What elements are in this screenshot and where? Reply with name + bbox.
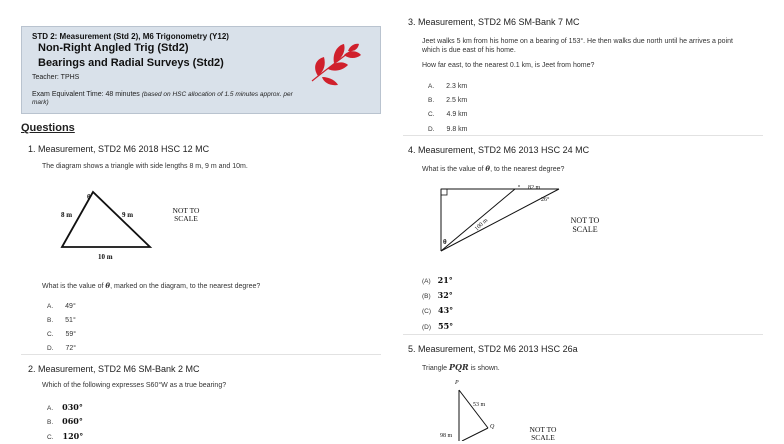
q3-option-d-value: 9.8 km [446, 126, 468, 133]
q5-nts-line2: SCALE [531, 433, 555, 442]
q4-option-c-value: 43° [438, 305, 454, 315]
q1-question-post: , marked on the diagram, to the nearest degree? [110, 283, 261, 290]
header-box [21, 26, 381, 114]
q3-text-line2: which is due east of his home. [422, 47, 516, 54]
q2-option-c-value: 120° [62, 431, 84, 441]
q4-hyp-line-2 [441, 189, 515, 251]
q1-triangle-figure [55, 188, 165, 260]
q4-question-symbol: θ [485, 164, 491, 173]
q1-triangle-shape [62, 192, 150, 247]
q1-nts-line2: SCALE [174, 214, 198, 223]
q2-option-a-value: 030° [62, 402, 83, 412]
q3-option-d[interactable] [428, 118, 468, 136]
q1-option-c-value: 59° [65, 331, 77, 338]
q4-nts-line1: NOT TO [570, 216, 600, 225]
teacher-label: Teacher: TPHS [32, 74, 80, 81]
q5-title: 5. Measurement, STD2 M6 2013 HSC 26a [408, 344, 578, 354]
q3-title: 3. Measurement, STD2 M6 SM-Bank 7 MC [408, 17, 580, 27]
exam-time [32, 91, 302, 107]
q1-option-a-value: 49° [65, 303, 76, 310]
q4-question-pre: What is the value of [422, 166, 486, 173]
exam-time-value: 48 minutes [103, 91, 142, 98]
q4-angle-label: θ [443, 238, 447, 246]
q4-question [422, 164, 564, 173]
q5-pr-label: 98 m [440, 433, 453, 439]
q4-hyp-label: 100 m [473, 217, 490, 233]
questions-heading: Questions [21, 122, 75, 134]
q1-left-label: 8 m [61, 211, 73, 219]
q4-nts-line2: SCALE [572, 225, 598, 234]
q1-option-d[interactable] [47, 337, 76, 355]
q2-option-b-letter: B. [47, 419, 54, 426]
q1-right-label: 9 m [122, 211, 134, 219]
q4-option-d[interactable] [422, 316, 453, 334]
q3-option-a-letter: A. [428, 83, 435, 90]
q1-title: 1. Measurement, STD2 M6 2018 HSC 12 MC [28, 144, 210, 154]
q3-text-line1: Jeet walks 5 km from his home on a bearing of 153°. He then walks due north until he arrives a point [422, 38, 733, 45]
course-title: STD 2: Measurement (Std 2), M6 Trigonometry (Y12) [32, 32, 229, 41]
q1-option-d-letter: D. [47, 345, 54, 352]
q1-option-d-value: 72° [65, 345, 77, 352]
q4-triangle-figure [435, 185, 570, 255]
q4-option-a-letter: (A) [422, 278, 431, 285]
q2-option-b-value: 060° [62, 416, 83, 426]
q3-option-c-letter: C. [428, 111, 435, 118]
q4-divider [403, 334, 763, 335]
q5-pq-line [459, 390, 488, 428]
q4-question-post: , to the nearest degree? [490, 166, 565, 173]
q1-option-c-letter: C. [47, 331, 54, 338]
q2-option-a-letter: A. [47, 405, 54, 412]
q3-divider [403, 135, 763, 136]
topic-title-1: Non-Right Angled Trig (Std2) [38, 42, 189, 54]
q3-option-d-letter: D. [428, 126, 435, 133]
q1-option-b-letter: B. [47, 317, 54, 324]
q5-p-label: P [455, 380, 459, 386]
q2-title: 2. Measurement, STD2 M6 SM-Bank 2 MC [28, 364, 200, 374]
q1-bottom-label: 10 m [98, 253, 113, 261]
exam-time-label: Exam Equivalent Time: [32, 91, 104, 98]
q5-qr-line [462, 428, 488, 441]
q1-not-to-scale [168, 207, 204, 223]
q3-question: How far east, to the nearest 0.1 km, is Jeet from home? [422, 62, 595, 69]
q4-top-label: 82 m [528, 185, 541, 191]
q5-not-to-scale [523, 426, 563, 442]
q1-nts-line1: NOT TO [172, 206, 200, 215]
q5-text-post: is shown. [468, 365, 500, 372]
q1-question [42, 281, 260, 290]
q5-q-label: Q [490, 424, 495, 430]
q5-text-pre: Triangle [422, 365, 449, 372]
q5-text-symbol: PQR [448, 362, 469, 372]
q3-option-a-value: 2.3 km [446, 83, 468, 90]
q1-divider [21, 354, 381, 355]
q5-nts-line1: NOT TO [529, 425, 557, 434]
q4-right-angle-mark [441, 189, 447, 195]
q1-question-symbol: θ [105, 281, 111, 290]
q2-option-c[interactable] [47, 426, 83, 444]
q3-option-b-letter: B. [428, 97, 435, 104]
q5-pq-label: 53 m [473, 402, 486, 408]
q4-not-to-scale [565, 216, 605, 234]
q4-option-b-letter: (B) [422, 293, 431, 300]
q5-triangle-figure [450, 384, 510, 441]
q1-text: The diagram shows a triangle with side lengths 8 m, 9 m and 10m. [42, 163, 248, 170]
q4-option-c-letter: (C) [422, 308, 432, 315]
q4-option-a-value: 21° [437, 275, 453, 285]
leaf-logo-icon [304, 41, 366, 87]
exam-time-note: (based on HSC allocation of 1.5 minutes approx. per mark) [32, 91, 293, 106]
q4-title: 4. Measurement, STD2 M6 2013 HSC 24 MC [408, 145, 590, 155]
q1-angle-label: θ [87, 193, 91, 201]
q2-option-c-letter: C. [47, 434, 54, 441]
q5-text [422, 362, 500, 372]
topic-title-2: Bearings and Radial Surveys (Std2) [38, 57, 224, 69]
q1-option-b-value: 51° [65, 317, 76, 324]
q4-angle-top-label: 26° [541, 197, 550, 203]
q2-text: Which of the following expresses S60°W as a true bearing? [42, 382, 227, 389]
q1-option-a-letter: A. [47, 303, 54, 310]
q4-option-b-value: 32° [437, 290, 453, 300]
q1-question-pre: What is the value of [42, 283, 106, 290]
q4-option-d-value: 55° [438, 321, 454, 331]
q3-option-b-value: 2.5 km [446, 97, 468, 104]
q3-option-c-value: 4.9 km [446, 111, 468, 118]
q4-option-d-letter: (D) [422, 324, 432, 331]
